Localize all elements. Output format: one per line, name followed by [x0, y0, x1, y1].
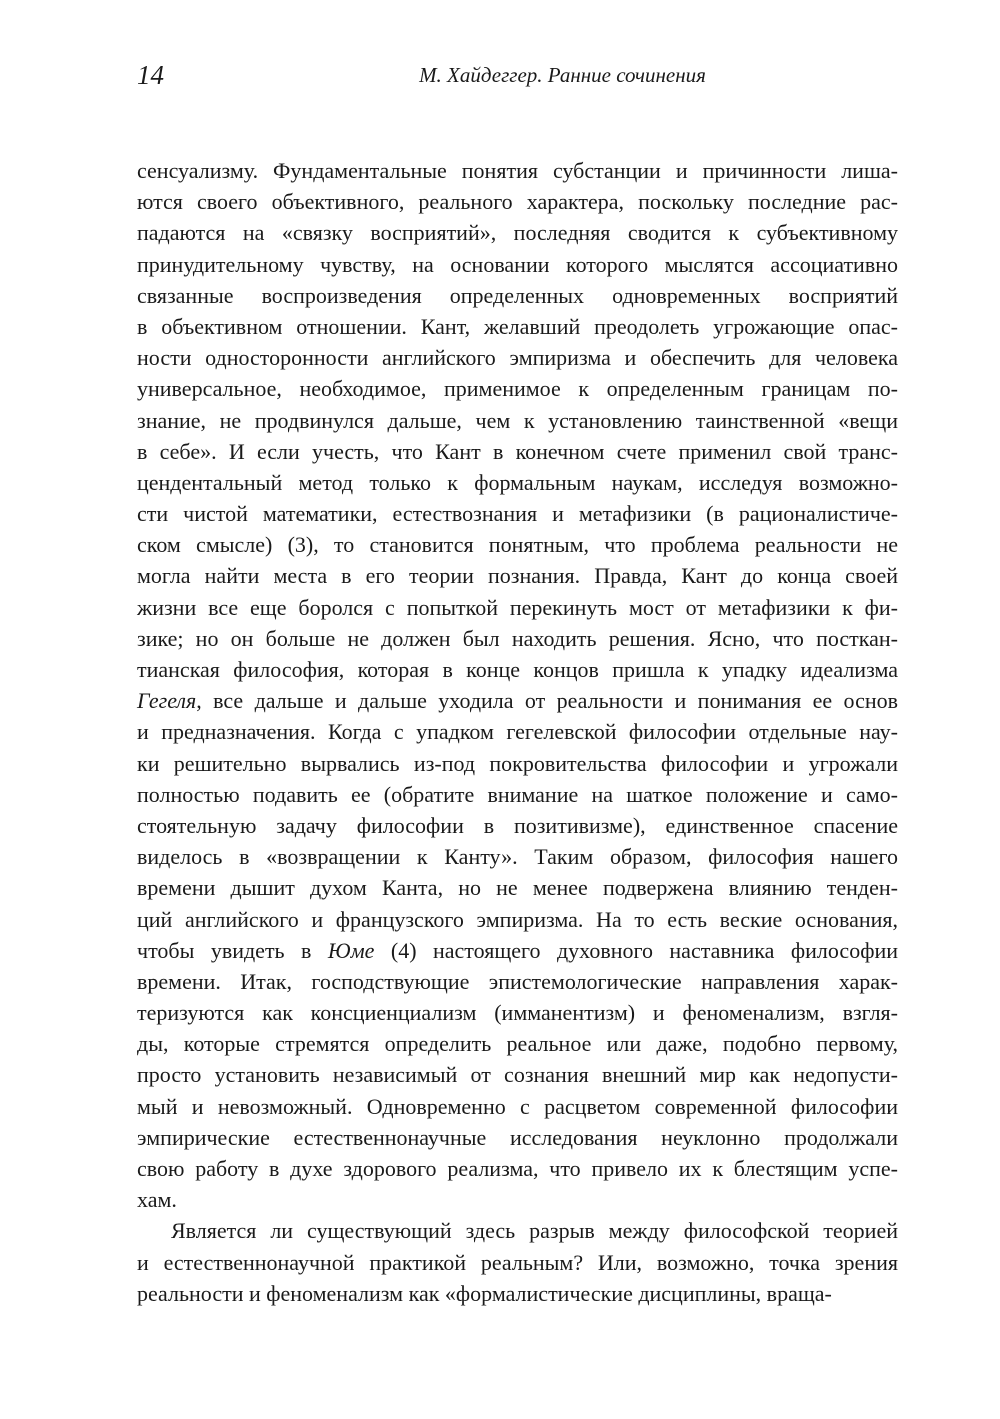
text-line: связанные воспроизведения определенных одновременных восприятий: [137, 282, 898, 308]
text-line: и естественнонаучной практикой реальным? Или, возможно, точка зрения: [137, 1249, 898, 1275]
text-line: зике; но он больше не должен был находить решения. Ясно, что посткан-: [137, 625, 898, 651]
italic-name: Гегеля: [137, 688, 197, 714]
text-line: эмпирические естественнонаучные исследования неуклонно продолжали: [137, 1124, 898, 1150]
text-line: универсальное, необходимое, применимое к определенным границам по-: [137, 376, 898, 402]
text-line: знание, не продвинулся дальше, чем к установлению таинственной «вещи: [137, 407, 898, 433]
text-line: ций английского и французского эмпиризма. На то есть веские основания,: [137, 906, 898, 932]
text-line: могла найти места в его теории познания. Правда, Кант до конца своей: [137, 563, 898, 589]
text-line: сти чистой математики, естествознания и метафизики (в рационалистиче-: [137, 501, 898, 527]
page-number: 14: [137, 60, 164, 90]
text-line: теризуются как консциенциализм (имманентизм) и феноменализм, взгля-: [137, 1000, 898, 1026]
text-line: хам.: [137, 1187, 177, 1213]
text-line: чтобы увидеть в Юме (4) настоящего духовного наставника философии: [137, 937, 898, 963]
text-line: свою работу в духе здорового реализма, что привело их к блестящим успе-: [137, 1156, 898, 1181]
text-line: жизни все еще боролся с попыткой перекинуть мост от метафизики к фи-: [137, 594, 898, 620]
text-line: ются своего объективного, реального характера, поскольку последние рас-: [137, 189, 898, 215]
text-line: Является ли существующий здесь разрыв между философской теорией: [171, 1218, 898, 1244]
text-line: виделось в «возвращении к Канту». Таким образом, философия нашего: [137, 844, 898, 870]
text-line: принудительному чувству, на основании которого мыслятся ассоциативно: [137, 251, 898, 277]
body-text: [137, 155, 898, 1309]
text-line: и предназначения. Когда с упадком гегелевской философии отдельные нау-: [137, 719, 898, 745]
text-line: ды, которые стремятся определить реальное или даже, подобно первому,: [137, 1031, 898, 1057]
text-line: времени. Итак, господствующие эпистемологические направления харак-: [137, 968, 898, 994]
text-line: времени дышит духом Канта, но не менее подвержена влиянию тенден-: [137, 875, 898, 901]
text-line: сенсуализму. Фундаментальные понятия субстанции и причинности лиша-: [137, 158, 898, 183]
text-line: ском смысле) (3), то становится понятным, что проблема реальности не: [137, 532, 898, 558]
text-line: тианская философия, которая в конце концов пришла к упадку идеализма: [137, 657, 898, 682]
running-head: [137, 58, 898, 92]
text-line: реальности и феноменализм как «формалистические дисциплины, враща-: [137, 1280, 832, 1306]
text-line: просто установить независимый от сознания внешний мир как недопусти-: [137, 1062, 898, 1088]
text-line: Гегеля, все дальше и дальше уходила от реальности и понимания ее основ: [137, 688, 898, 714]
text-line: стоятельную задачу философии в позитивизме), единственное спасение: [137, 812, 898, 838]
text-line: ки решительно вырвались из-под покровительства философии и угрожали: [137, 750, 898, 776]
text-line: ности односторонности английского эмпиризма и обеспечить для человека: [137, 345, 898, 371]
text-line: мый и невозможный. Одновременно с расцветом современной философии: [137, 1093, 898, 1119]
text-line: падаются на «связку восприятий», последняя сводится к субъективному: [137, 220, 898, 246]
text-line: полностью подавить ее (обратите внимание на шаткое положение и само-: [137, 781, 898, 807]
text-line: в объективном отношении. Кант, желавший преодолеть угрожающие опас-: [137, 313, 898, 339]
text-line: в себе». И если учесть, что Кант в конечном счете применил свой транс-: [137, 438, 898, 464]
text-line: цендентальный метод только к формальным наукам, исследуя возможно-: [137, 469, 898, 495]
running-title: М. Хайдеггер. Ранние сочинения: [419, 63, 706, 87]
italic-name: Юме: [327, 937, 375, 963]
